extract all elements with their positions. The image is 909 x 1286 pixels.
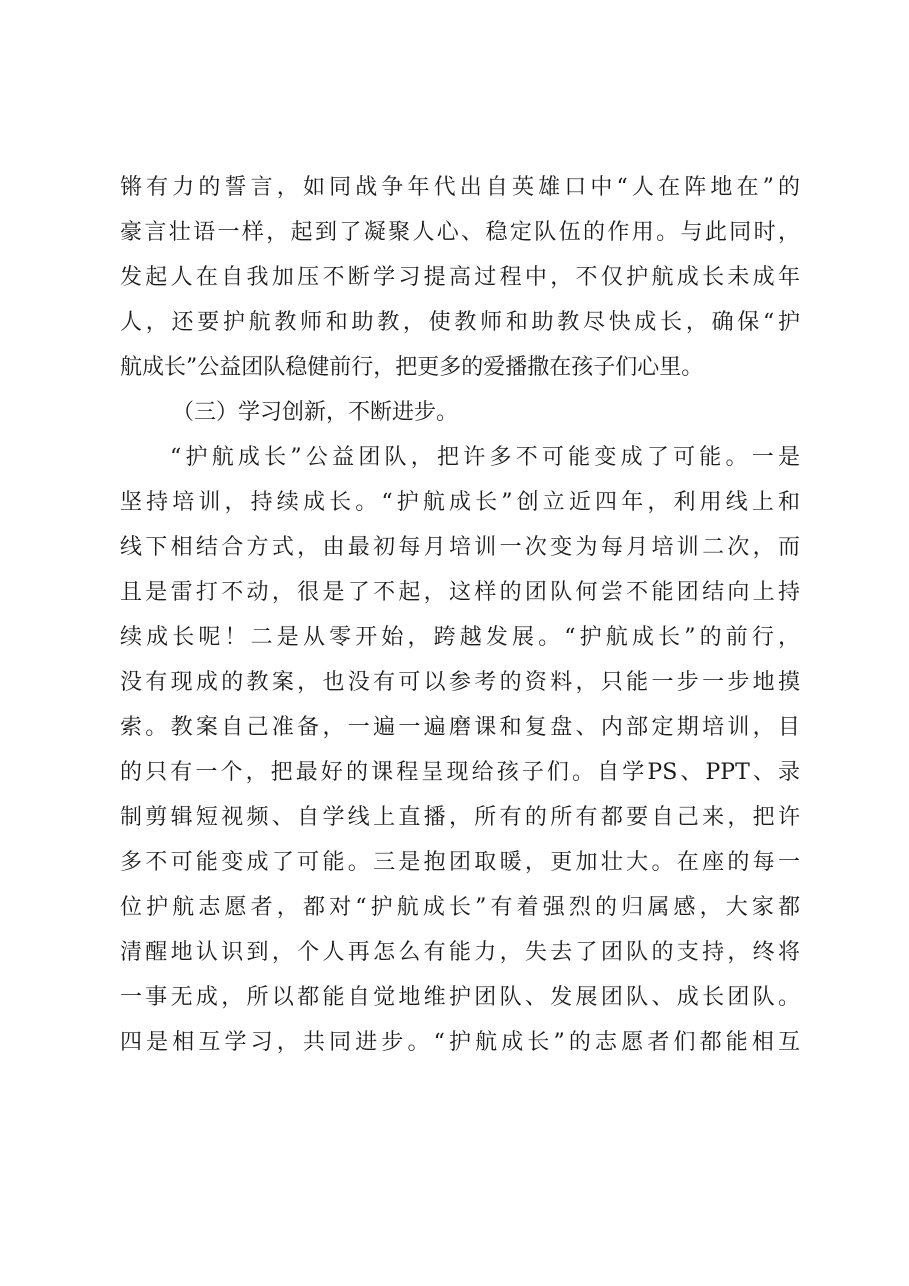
paragraph-line: 续成长呢！二是从零开始，跨越发展。“护航成长”的前行， [120,625,800,650]
paragraph-line: 发起人在自我加压不断学习提高过程中，不仅护航成长未成年 [120,265,800,290]
paragraph-line: 多不可能变成了可能。三是抱团取暖，更加壮大。在座的每一 [120,850,800,875]
document-body [120,165,800,1065]
paragraph-line: 清醒地认识到，个人再怎么有能力，失去了团队的支持，终将 [120,940,800,965]
paragraph-line: 一事无成，所以都能自觉地维护团队、发展团队、成长团队。 [120,985,800,1010]
paragraph-line: 人，还要护航教师和助教，使教师和助教尽快成长，确保“护 [120,310,800,335]
paragraph-line: 线下相结合方式，由最初每月培训一次变为每月培训二次，而 [120,535,800,560]
paragraph-line: 位护航志愿者，都对“护航成长”有着强烈的归属感，大家都 [120,895,800,920]
section-heading: （三）学习创新，不断进步。 [172,400,459,425]
paragraph-line: 的只有一个，把最好的课程呈现给孩子们。自学PS、PPT、录 [120,760,800,785]
paragraph-line: 锵有力的誓言，如同战争年代出自英雄口中“人在阵地在”的 [120,175,800,200]
paragraph-line: 索。教案自己准备，一遍一遍磨课和复盘、内部定期培训，目 [120,715,800,740]
paragraph-line: 航成长”公益团队稳健前行，把更多的爱播撒在孩子们心里。 [120,355,704,380]
paragraph-line: 豪言壮语一样，起到了凝聚人心、稳定队伍的作用。与此同时， [120,220,800,245]
paragraph-line: 没有现成的教案，也没有可以参考的资料，只能一步一步地摸 [120,670,800,695]
paragraph-line: 且是雷打不动，很是了不起，这样的团队何尝不能团结向上持 [120,580,800,605]
paragraph-line: 四是相互学习，共同进步。“护航成长”的志愿者们都能相互 [120,1030,800,1055]
paragraph-line: “护航成长”公益团队，把许多不可能变成了可能。一是 [170,445,800,470]
paragraph-line: 坚持培训，持续成长。“护航成长”创立近四年，利用线上和 [120,490,800,515]
paragraph-line: 制剪辑短视频、自学线上直播，所有的所有都要自己来，把许 [120,805,800,830]
